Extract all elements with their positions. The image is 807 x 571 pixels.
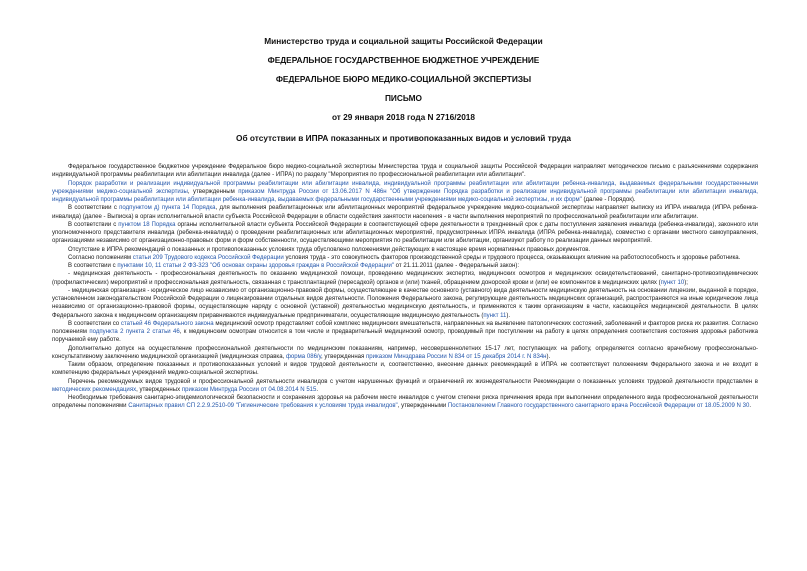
document-link[interactable]: пунктом 18 Порядка <box>118 221 176 228</box>
paragraph <box>52 361 758 378</box>
document-link[interactable]: подпункта 2 пункта 2 статьи 46 <box>89 329 180 335</box>
paragraph-text: органы исполнительной власти субъекта Российской Федерации в соответствующей сфере деятельности в трехдневный срок с даты поступления заявления инвалида (ребенка-инвалида), законного или уполномоченного представителя инвалида (ребенка-инвалида) о проведении реабилитационных или абилитационных мероприятий, предусмотренных ИПРА инвалида (ИПРА ребенка-инвалида), совместно с органами местного самоуправления, организациями независимо от организационно-правовых форм и форм собственности, осуществляющими мероприятия по реабилитации или абилитации, организуют работу по реализации данных мероприятий. <box>52 221 758 245</box>
paragraph <box>52 287 758 320</box>
paragraph-text: , утвержденными <box>397 403 448 410</box>
paragraph <box>52 270 758 287</box>
paragraph <box>52 345 758 362</box>
paragraph <box>52 163 758 180</box>
document-link[interactable]: пункт 11 <box>483 312 507 319</box>
paragraph-text: ). <box>546 353 551 360</box>
paragraph-text: , к медицинским осмотрам относится в том числе и предварительный медицинский осмотр, проводимый при поступлении на работу в целях определения соответствия состояния здоровья работника поручаемой ему работе. <box>52 329 758 344</box>
document-link[interactable]: методических рекомендациях <box>52 386 137 393</box>
paragraph-text: В соответствии со <box>68 320 121 327</box>
paragraph <box>52 254 758 262</box>
paragraph-text: . <box>316 386 319 393</box>
paragraph-text: Федеральное государственное бюджетное учреждение Федеральное бюро медико-социальной экспертизы Министерства труда и социальной защиты Российской Федерации направляет методическое письмо с разъяснениями содержания индивидуальной программы реабилитации или абилитации инвалида (далее - ИПРА) по разделу "Мероприятия по профессиональной реабилитации или абилитации". <box>52 164 758 179</box>
document-link[interactable]: форма 086/у <box>285 353 322 360</box>
document-link[interactable]: приказом Минтруда России от 13.06.2017 N 486н "Об утверждении Порядка разработки и реализации индивидуальной программы реабилитации или абилитации инвалида, индивидуальной программы реабилитации или абилитации ребенка-инвалида, выдаваемых федеральными государственными учреждениями медико-социальной экспертизы, и их форм" <box>52 188 758 203</box>
paragraph <box>52 221 758 246</box>
paragraph <box>52 180 758 205</box>
document-link[interactable]: Постановлением Главного государственного санитарного врача Российской Федерации от 18.05.2009 N 30 <box>447 403 750 410</box>
paragraph <box>52 394 758 411</box>
document-link[interactable]: пунктами 10, 11 статьи 2 ФЗ-323 "Об основах охраны здоровья граждан в Российской Федерации" <box>117 263 394 269</box>
document-link[interactable]: Санитарных правил СП 2.2.9.2510-09 "Гигиенические требования к условиям труда инвалидов" <box>128 403 398 410</box>
bureau-heading: ФЕДЕРАЛЬНОЕ БЮРО МЕДИКО-СОЦИАЛЬНОЙ ЭКСПЕРТИЗЫ <box>275 74 532 84</box>
paragraph-text: , для выполнения реабилитационных или абилитационных мероприятий федеральное учреждение медико-социальной экспертизы направляет выписку из ИПРА инвалида (ИПРА ребенка-инвалида) (далее - Выписка) в орган исполнительной власти субъекта Российской Федерации в области содействия занятости населения - в части выполнения мероприятий по профессиональной реабилитации или абилитации. <box>52 205 758 220</box>
paragraph <box>52 320 758 345</box>
ministry-heading: Министерство труда и социальной защиты Российской Федерации <box>264 36 543 46</box>
paragraph-text: Дополнительно допуск на осуществление профессиональной деятельности по медицинским показаниям, например, несовершеннолетних 15-17 лет, поступающих на работу, определяется согласно врачебному профессионально-консультативному заключению медицинской организацией (медицинская справка, <box>52 345 758 360</box>
paragraph <box>52 262 758 270</box>
paragraph-text: В соответствии с <box>68 205 120 212</box>
paragraph-text: - медицинская организация - юридическое лицо независимо от организационно-правовой формы, осуществляющее в качестве основного (уставного) вида деятельности медицинскую деятельность на основании лицензии, выданной в порядке, установленном законодательством Российской Федерации о лицензировании отдельных видов деятельности. Положения Федерального закона, регулирующие деятельность медицинских организаций, распространяются на иные юридические лица независимо от организационно-правовой формы, осуществляющие наряду с основной (уставной) деятельностью медицинскую деятельность, и применяются к таким организациям в части, касающейся медицинской деятельности. В целях Федерального закона к медицинским организациям приравниваются индивидуальные предприниматели, осуществляющие медицинскую деятельность ( <box>52 287 758 319</box>
institution-heading: ФЕДЕРАЛЬНОЕ ГОСУДАРСТВЕННОЕ БЮДЖЕТНОЕ УЧРЕЖДЕНИЕ <box>267 55 540 65</box>
paragraph-text: Таким образом, определение показанных и противопоказанных условий и видов трудовой деятельности и, соответственно, внесение данных рекомендаций в ИПРА не соответствует положениям Федерального закона и не входит в компетенцию федеральных учреждений медико-социальной экспертизы. <box>52 362 758 377</box>
document-body <box>52 163 758 411</box>
paragraph-text: Необходимые требования санитарно-эпидемиологической безопасности и сохранения здоровья на рабочем месте инвалидов с учетом степени риска причинения вреда при выполнении определенного вида профессиональной деятельности определены положениями <box>52 395 758 410</box>
document-title: Об отсутствии в ИПРА показанных и противопоказанных видов и условий труда <box>236 133 571 143</box>
document-link[interactable]: подпунктом д) пункта 14 Порядка <box>119 205 216 212</box>
paragraph-text: медицинский осмотр представляет собой комплекс медицинских вмешательств, направленных на выявление патологических состояний, заболеваний и факторов риска их развития. Согласно положениям <box>52 320 758 335</box>
paragraph-text: , утвержденных <box>136 386 182 393</box>
document-link[interactable]: приказом Минздрава России N 834 от 15 декабря 2014 г. N 834н <box>366 353 547 360</box>
paragraph-text: условия труда - это совокупность факторов производственной среды и трудового процесса, оказывающих влияние на работоспособность и здоровье работника. <box>283 254 741 261</box>
paragraph-text: - медицинская деятельность - профессиональная деятельность по оказанию медицинской помощи, проведению медицинских экспертиз, медицинских осмотров и медицинских освидетельствований, санитарно-противоэпидемических (профилактических) мероприятий и профессиональная деятельность, связанная с трансплантацией (пересадкой) органов и (или) тканей, обращением донорской крови и (или) ее компонентов в медицинских целях ( <box>52 271 758 286</box>
paragraph-text: Отсутствие в ИПРА рекомендаций о показанных и противопоказанных условиях труда обусловлено положениями действующих в настоящее время нормативных правовых документов. <box>68 246 591 253</box>
document-link[interactable]: Порядок разработки и реализации индивидуальной программы реабилитации или абилитации инвалида, индивидуальной программы реабилитации или абилитации ребенка-инвалида, выдаваемых федеральными государственными учреждениями медико-социальной экспертизы <box>52 180 758 195</box>
paragraph-text: . <box>749 403 752 410</box>
paragraph-text: Согласно положениям <box>68 254 133 261</box>
paragraph-text: В соответствии с <box>68 263 118 269</box>
paragraph-text: В соответствии с <box>68 221 119 228</box>
paragraph-text: , утвержденная <box>321 353 366 360</box>
paragraph-text: от 21.11.2011 (далее - Федеральный закон): <box>393 263 520 269</box>
paragraph-text: ); <box>684 279 688 286</box>
document-link[interactable]: статьей 46 Федерального закона <box>120 320 214 327</box>
paragraph-text: Перечень рекомендуемых видов трудовой и профессиональной деятельности инвалидов с учетом нарушенных функций и ограничений их жизнедеятельности Рекомендации о показанных условиях трудовой деятельности представлен в <box>68 378 758 385</box>
document-link[interactable]: приказом Минтруда России от 04.08.2014 N 515 <box>181 386 317 393</box>
paragraph-text: , утвержденным <box>187 188 239 195</box>
document-link[interactable]: статьи 209 Трудового кодекса Российской Федерации <box>132 254 284 261</box>
paragraph <box>52 378 758 395</box>
paragraph-text: ). <box>506 312 511 319</box>
document-type: ПИСЬМО <box>384 93 423 103</box>
paragraph-text: (далее - Порядок). <box>581 197 636 203</box>
paragraph <box>52 246 758 254</box>
paragraph <box>52 204 758 221</box>
document-link[interactable]: пункт 10 <box>660 279 685 286</box>
document-date-number: от 29 января 2018 года N 2716/2018 <box>331 112 476 122</box>
